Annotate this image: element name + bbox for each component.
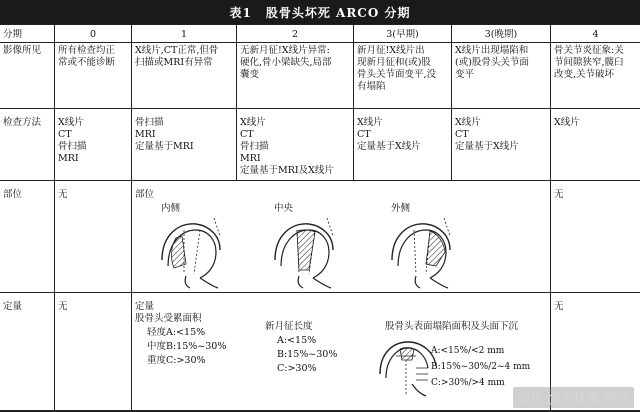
crescent-item-c: C:>30% bbox=[277, 363, 317, 374]
methods-stage-1: 骨扫描 MRI 定量基于MRI bbox=[135, 117, 194, 152]
methods-stage-4: X线片 bbox=[554, 117, 580, 128]
header-stage-3-late: 3(晚期) bbox=[484, 29, 518, 40]
methods-stage-3-early: X线片 CT 定量基于X线片 bbox=[357, 117, 421, 152]
crescent-item-b: B:15%~30% bbox=[277, 349, 338, 360]
collapse-item-a: A:<15%/<2 mm bbox=[431, 346, 505, 356]
location-stage-0: 无 bbox=[58, 189, 68, 200]
location-section-label: 部位 bbox=[135, 189, 155, 200]
collapse-item-c: C:>30%/>4 mm bbox=[431, 378, 505, 388]
methods-stage-2: X线片 CT 骨扫描 MRI 定量基于MRI及X线片 bbox=[240, 117, 334, 176]
header-stage: 分期 bbox=[3, 29, 23, 40]
table-title bbox=[0, 0, 640, 24]
location-stage-4: 无 bbox=[554, 189, 564, 200]
quantity-stage-4: 无 bbox=[554, 301, 564, 312]
header-stage-4: 4 bbox=[592, 29, 599, 40]
findings-stage-3-late: X线片出现塌陷和 (或)股骨头关节面 变平 bbox=[455, 45, 529, 80]
quantity-stage-0: 无 bbox=[58, 301, 68, 312]
crescent-item-a: A:<15% bbox=[277, 335, 317, 346]
collapse-title: 股骨头表面塌陷面积及头面下沉 bbox=[385, 321, 519, 332]
methods-stage-0: X线片 CT 骨扫描 MRI bbox=[58, 117, 87, 164]
location-label-central: 中央 bbox=[274, 203, 294, 214]
location-label-lateral: 外侧 bbox=[391, 203, 411, 214]
lateral-femoral-head-diagram bbox=[386, 216, 466, 290]
central-femoral-head-diagram bbox=[269, 216, 349, 290]
findings-stage-3-early: 新月征!X线片出 现新月征和(或)股 骨头关节面变平,没 有塌陷 bbox=[357, 45, 437, 92]
crescent-title: 新月征长度 bbox=[265, 321, 313, 332]
methods-stage-3-late: X线片 CT 定量基于X线片 bbox=[455, 117, 519, 152]
header-stage-1: 1 bbox=[180, 29, 188, 40]
row-label-methods: 检查方法 bbox=[3, 117, 42, 128]
collapse-item-b: B:15%~30%/2~4 mm bbox=[431, 362, 531, 372]
row-divider bbox=[0, 180, 640, 181]
row-divider bbox=[0, 292, 640, 293]
findings-stage-0: 所有检查均正 常或不能诊断 bbox=[58, 45, 116, 68]
area-item-severe: 重度C:>30% bbox=[147, 355, 206, 366]
row-label-findings: 影像所见 bbox=[3, 45, 42, 56]
row-divider bbox=[0, 108, 640, 109]
findings-stage-4: 骨关节炎征象:关 节间隙狭窄,髋臼 改变,关节破坏 bbox=[554, 45, 624, 80]
row-divider bbox=[0, 42, 640, 43]
area-item-moderate: 中度B:15%~30% bbox=[147, 341, 227, 352]
arco-staging-table bbox=[0, 24, 640, 412]
header-stage-3-early: 3(早期) bbox=[386, 29, 419, 40]
table-title-text: 股骨头坏死 ARCO 分期 bbox=[265, 5, 411, 20]
area-item-mild: 轻度A:<15% bbox=[147, 327, 206, 338]
watermark: 知乎 @杏林帮-何严 bbox=[513, 387, 634, 408]
table-number: 表1 bbox=[229, 5, 252, 20]
findings-stage-1: X线片,CT正常,但骨 扫描或MRI有异常 bbox=[135, 45, 219, 68]
quantity-section-label: 定量 bbox=[135, 301, 155, 312]
findings-stage-2: 无新月征!X线片异常: 硬化,骨小梁缺失,局部 囊变 bbox=[240, 45, 332, 80]
header-stage-2: 2 bbox=[291, 29, 299, 40]
area-title: 股骨头受累面积 bbox=[135, 313, 202, 324]
header-stage-0: 0 bbox=[89, 29, 97, 40]
location-label-medial: 内侧 bbox=[161, 203, 181, 214]
row-label-quantity: 定量 bbox=[3, 301, 23, 312]
medial-femoral-head-diagram bbox=[156, 216, 236, 290]
row-label-location: 部位 bbox=[3, 189, 23, 200]
